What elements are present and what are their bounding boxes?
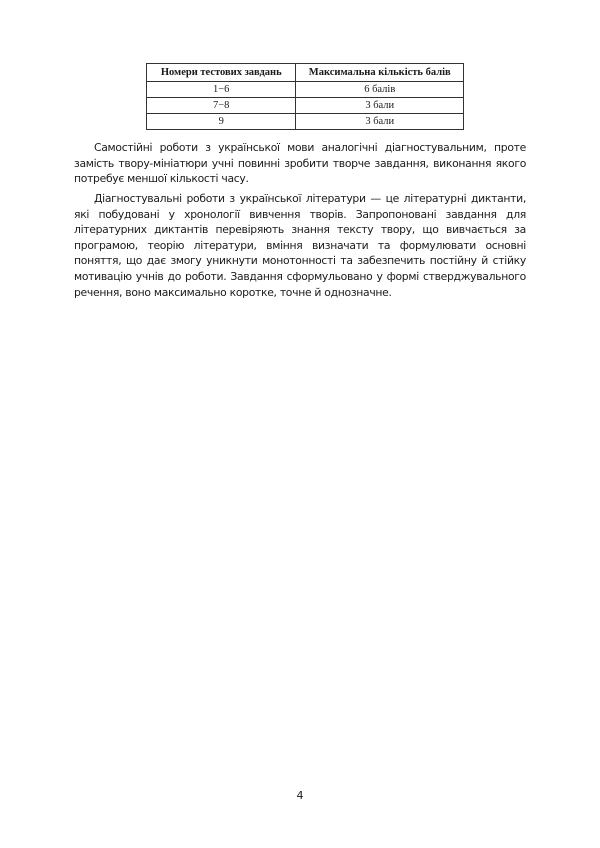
header-task-numbers: Номери тестових завдань [147,64,296,82]
paragraph-literature-works: Діагностувальні роботи з української літератури — це літературні диктанти, які побудовані у хронології вивчення творів. Запропоновані завдання для літературних диктантів перевіряють знання тексту твору, що вивчається за програмою, теорію літератури, вміння визначати та формулювати основні поняття, що дає змогу уникнути монотонності та забезпечить постійну й стійку мотивацію учнів до роботи. Завдання сформульовано у формі стверджувального речення, воно максимально коротке, точне й однозначне. [74,192,526,299]
table-header-row [147,64,464,82]
paragraph-language-works: Самостійні роботи з української мови аналогічні діагностувальним, проте замість твору-мініатюри учні повинні зробити творче завдання, виконання якого потребує меншої кількості часу. [74,141,526,186]
table-row [147,82,464,98]
score-cell: 3 бали [296,114,464,130]
scores-table [146,63,464,130]
task-range-cell: 1−6 [147,82,296,98]
header-max-score: Максимальна кількість балів [296,64,464,82]
task-range-cell: 9 [147,114,296,130]
score-cell: 3 бали [296,98,464,114]
table-row [147,98,464,114]
table-row [147,114,464,130]
page-number: 4 [296,789,304,802]
task-range-cell: 7−8 [147,98,296,114]
score-cell: 6 балів [296,82,464,98]
